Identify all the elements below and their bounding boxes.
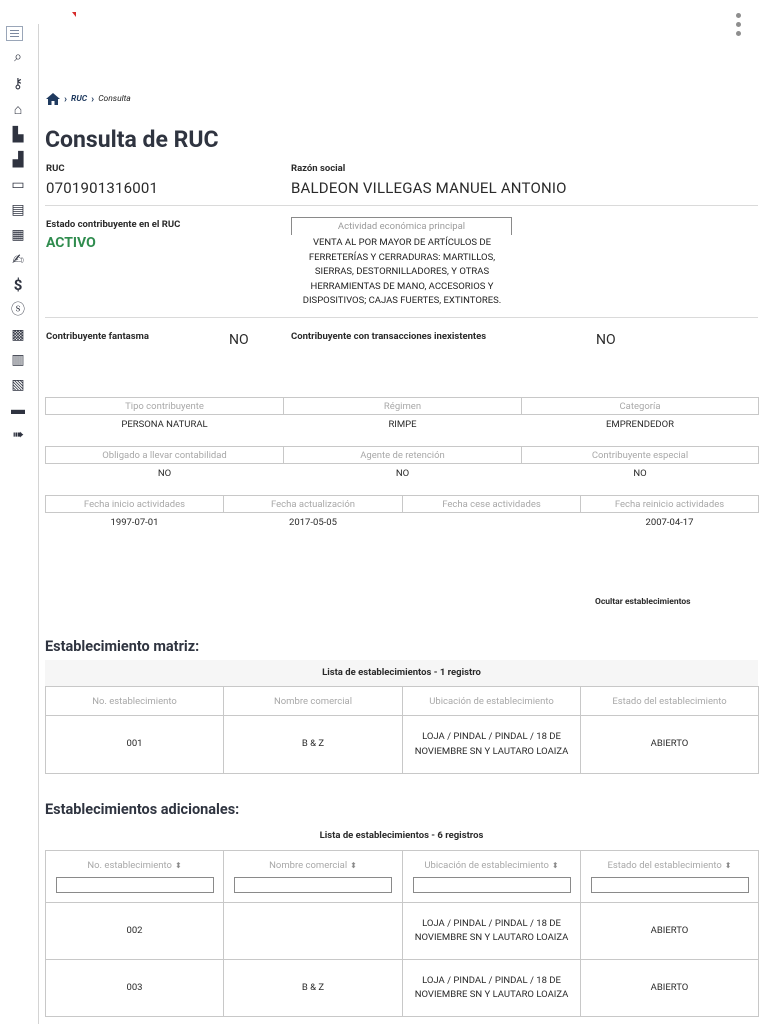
filter-input[interactable]: [234, 877, 392, 893]
fechas-table: [45, 495, 759, 531]
column-header-label: Ubicación de establecimiento: [424, 860, 549, 871]
fantasma-label: Contribuyente fantasma: [46, 331, 149, 342]
sort-icon[interactable]: ⬍: [551, 861, 559, 870]
table-cell: LOJA / PINDAL / PINDAL / 18 DE NOVIEMBRE SN Y LAUTARO LOAIZA: [403, 716, 581, 774]
table-cell: PERSONA NATURAL: [121, 418, 208, 430]
column-header[interactable]: [581, 851, 759, 903]
table-cell: 002: [46, 903, 224, 960]
table-header: Fecha reinicio actividades: [581, 496, 759, 513]
table-cell: NO: [157, 467, 172, 479]
filter-input[interactable]: [413, 877, 571, 893]
receipt-icon[interactable]: ▥: [11, 352, 25, 368]
bank-icon[interactable]: ⌂: [13, 102, 23, 118]
transfer-icon[interactable]: ➠: [12, 427, 24, 443]
table-header: Régimen: [284, 398, 522, 415]
table-header: Fecha actualización: [224, 496, 403, 513]
filter-input[interactable]: [56, 877, 214, 893]
brand-mark: [72, 12, 76, 17]
table-cell: 1997-07-01: [110, 516, 159, 528]
table-cell: ABIERTO: [581, 960, 759, 1017]
ruc-value: 0701901316001: [46, 179, 159, 197]
dollar-icon[interactable]: $: [13, 275, 23, 294]
chevron-right-icon: ›: [64, 93, 68, 105]
dollar-circle-icon[interactable]: ⓢ: [11, 302, 25, 318]
column-header-label: No. establecimiento: [87, 860, 172, 871]
breadcrumb: [46, 93, 131, 105]
table-cell: LOJA / PINDAL / PINDAL / 18 DE NOVIEMBRE SN Y LAUTARO LOAIZA: [403, 960, 581, 1017]
menu-toggle-button[interactable]: [6, 26, 23, 41]
table-cell: 2017-05-05: [289, 516, 337, 528]
table-header: Fecha cese actividades: [403, 496, 581, 513]
page-title: Consulta de RUC: [45, 126, 219, 153]
folder-icon[interactable]: ▭: [11, 177, 25, 193]
divider: [45, 205, 758, 206]
factory-icon[interactable]: ▟: [12, 152, 24, 168]
table-cell: NO: [633, 467, 647, 479]
obligaciones-table: [45, 446, 759, 482]
column-header[interactable]: [46, 851, 224, 903]
table-cell: B & Z: [224, 716, 403, 774]
handshake-icon[interactable]: ✍: [12, 252, 24, 268]
adicionales-caption: Lista de establecimientos - 6 registros: [319, 830, 484, 841]
table-cell: 2007-04-17: [645, 516, 694, 528]
certificate-icon[interactable]: ▧: [11, 377, 25, 393]
table-cell: [224, 903, 403, 960]
table-cell: 001: [46, 716, 224, 774]
fantasma-value: NO: [229, 332, 249, 348]
more-options-icon[interactable]: [735, 13, 741, 36]
money-icon[interactable]: ▩: [11, 327, 25, 343]
tipo-table: [45, 397, 759, 433]
actividad-value: VENTA AL POR MAYOR DE ARTÍCULOS DE FERRETERÍAS Y CERRADURAS: MARTILLOS, SIERRAS, DESTORNILLADORES, Y OTRAS HERRAMIENTAS DE MANO, ACCESORIOS Y DISPOSITIVOS; CAJAS FUERTES, EXTINTORES.: [302, 237, 502, 306]
key-icon[interactable]: ⚷: [12, 76, 24, 92]
table-cell: [403, 513, 581, 532]
filter-input[interactable]: [591, 877, 749, 893]
table-header: Categoría: [522, 398, 759, 415]
chevron-right-icon: ›: [91, 93, 95, 105]
matriz-title: Establecimiento matriz:: [45, 638, 200, 655]
table-cell: NO: [395, 467, 410, 479]
estado-value: ACTIVO: [46, 235, 96, 251]
table-header: Fecha inicio actividades: [46, 496, 224, 513]
sort-icon[interactable]: ⬍: [724, 861, 732, 870]
table-cell: ABIERTO: [581, 716, 759, 774]
home-icon[interactable]: [46, 93, 60, 105]
matriz-caption: Lista de establecimientos - 1 registro: [322, 667, 481, 678]
transacciones-label: Contribuyente con transacciones inexistentes: [291, 331, 487, 342]
ocultar-establecimientos-link[interactable]: Ocultar establecimientos: [595, 597, 691, 607]
table-header: Tipo contribuyente: [46, 398, 284, 415]
column-header[interactable]: [403, 851, 581, 903]
divider: [45, 317, 758, 318]
transacciones-value: NO: [596, 332, 616, 348]
column-header: Estado del establecimiento: [581, 687, 759, 716]
sort-icon[interactable]: ⬍: [350, 861, 357, 870]
table-cell: ABIERTO: [581, 903, 759, 960]
breadcrumb-current: Consulta: [98, 94, 131, 104]
ruc-label: RUC: [46, 163, 65, 174]
column-header[interactable]: [224, 851, 403, 903]
estado-label: Estado contribuyente en el RUC: [46, 219, 181, 230]
actividad-label: Actividad económica principal: [291, 217, 512, 235]
table-row: [46, 903, 759, 960]
buildings-icon[interactable]: ▙: [12, 127, 24, 143]
razon-social-value: BALDEON VILLEGAS MANUEL ANTONIO: [291, 179, 567, 197]
table-cell: RIMPE: [388, 418, 417, 430]
column-header: Ubicación de establecimiento: [403, 687, 581, 716]
document-icon[interactable]: ▤: [11, 202, 25, 218]
table-header: Obligado a llevar contabilidad: [46, 447, 284, 464]
table-cell: 003: [46, 960, 224, 1017]
table-row: [46, 960, 759, 1017]
sort-icon[interactable]: ⬍: [174, 861, 182, 870]
table-cell: B & Z: [224, 960, 403, 1017]
adicionales-title: Establecimientos adicionales:: [45, 801, 240, 818]
column-header-label: Estado del establecimiento: [607, 860, 722, 871]
breadcrumb-ruc[interactable]: RUC: [71, 94, 88, 104]
column-header-label: Nombre comercial: [269, 860, 348, 871]
column-header: Nombre comercial: [224, 687, 403, 716]
file-icon[interactable]: ▦: [11, 227, 25, 243]
table-row: [46, 716, 759, 774]
search-icon[interactable]: ⌕: [14, 49, 22, 65]
car-icon[interactable]: ▬: [11, 402, 25, 418]
adicionales-table: [45, 850, 759, 1017]
matriz-table: [45, 686, 759, 774]
table-header: Agente de retención: [284, 447, 522, 464]
table-cell: LOJA / PINDAL / PINDAL / 18 DE NOVIEMBRE SN Y LAUTARO LOAIZA: [403, 903, 581, 960]
razon-social-label: Razón social: [291, 163, 346, 174]
table-cell: EMPRENDEDOR: [606, 418, 674, 430]
sidebar: [0, 24, 39, 1024]
table-header: Contribuyente especial: [522, 447, 759, 464]
column-header: No. establecimiento: [46, 687, 224, 716]
